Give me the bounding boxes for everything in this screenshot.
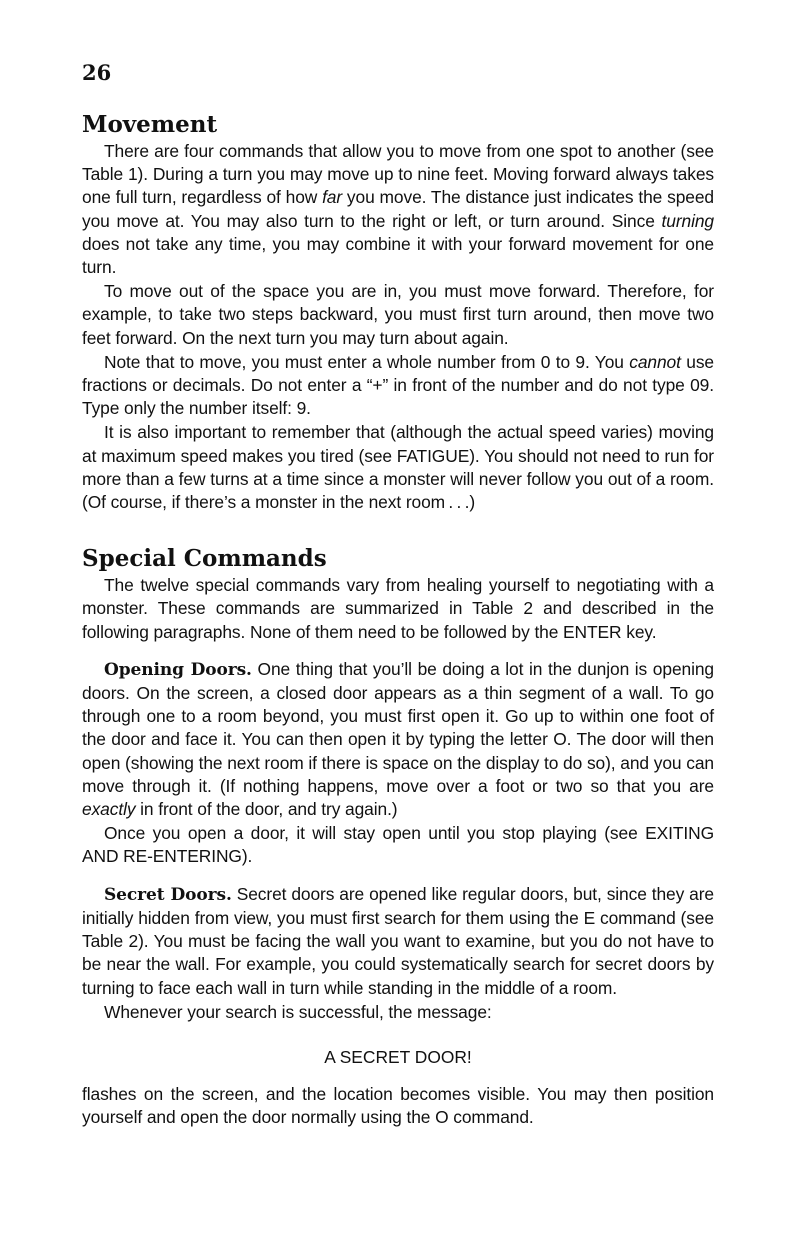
opening-doors-title: Opening Doors. bbox=[104, 659, 252, 680]
secret-doors-paragraph bbox=[82, 883, 714, 1000]
special-commands-heading: Special Commands bbox=[82, 545, 327, 573]
movement-p1-text-c: does not take any time, you may combine it with your forward movement for one turn. bbox=[82, 233, 714, 278]
secret-doors-text: Secret doors are opened like regular doors, but, since they are initially hidden from view, you must first search for them using the E command (see Table 2). You must be facing the wall you want to examine, but you do not have to be near the wall. For example, you could systematically search for secret doors by turning to face each wall in turn while standing in the middle of a room. bbox=[82, 883, 714, 998]
movement-paragraph-1 bbox=[82, 140, 714, 279]
page-number: 26 bbox=[82, 60, 112, 85]
special-commands-intro: The twelve special commands vary from healing yourself to negotiating with a monster. These commands are summarized in Table 2 and described in the following paragraphs. None of them need to be followed by the ENTER key. bbox=[82, 575, 714, 642]
opening-doors-emphasis-exactly: exactly bbox=[82, 799, 136, 820]
movement-p3-text-b: use fractions or decimals. Do not enter a “+” in front of the number and do not type 09. Type only the number itself: 9. bbox=[82, 351, 714, 419]
opening-doors-text-a: One thing that you’ll be doing a lot in the dunjon is opening doors. On the screen, a closed door appears as a thin segment of a wall. To go through one to a room beyond, you must first open it. Go up to within one foot of the door and face it. You can then open it by typing the letter O. The door will then open (showing the next room if there is space on the display to do so), and you can move through it. (If nothing happens, move over a foot or two so that you are bbox=[82, 658, 714, 796]
movement-p1-text-a: There are four commands that allow you to move from one spot to another (see Table 1). During a turn you may move up to nine feet. Moving forward always takes one full turn, regardless of how bbox=[82, 141, 714, 208]
movement-p1-emphasis-far: far bbox=[322, 187, 343, 208]
opening-doors-text-b: in front of the door, and try again.) bbox=[135, 799, 398, 820]
movement-p3-emphasis-cannot: cannot bbox=[629, 351, 681, 372]
movement-p1-emphasis-turning: turning bbox=[661, 210, 714, 231]
secret-doors-followup: Whenever your search is successful, the message: bbox=[104, 1001, 492, 1022]
movement-heading: Movement bbox=[82, 111, 218, 138]
document-page bbox=[82, 58, 714, 1130]
secret-doors-after-message: flashes on the screen, and the location becomes visible. You may then position yourself and open the door normally using the O command. bbox=[82, 1084, 714, 1128]
movement-p1-text-b: you move. The distance just indicates the speed you move at. You may also turn to the right or left, or turn around. Since bbox=[82, 187, 714, 231]
opening-doors-paragraph bbox=[82, 658, 714, 821]
secret-door-message: A SECRET DOOR! bbox=[324, 1046, 472, 1067]
movement-p3-text-a: Note that to move, you must enter a whole number from 0 to 9. You bbox=[104, 351, 630, 372]
secret-doors-title: Secret Doors. bbox=[104, 884, 232, 905]
movement-paragraph-3 bbox=[82, 351, 714, 421]
movement-paragraph-4: It is also important to remember that (although the actual speed varies) moving at maximum speed makes you tired (see FATIGUE). You should not need to run for more than a few turns at a time since a monster will never follow you out of a room. (Of course, if there’s a monster in the next room . . .) bbox=[82, 422, 714, 513]
opening-doors-followup: Once you open a door, it will stay open until you stop playing (see EXITING AND RE-ENTERING). bbox=[82, 823, 714, 867]
movement-paragraph-2: To move out of the space you are in, you must move forward. Therefore, for example, to take two steps backward, you must first turn around, then move two feet forward. On the next turn you may turn about again. bbox=[82, 281, 714, 348]
